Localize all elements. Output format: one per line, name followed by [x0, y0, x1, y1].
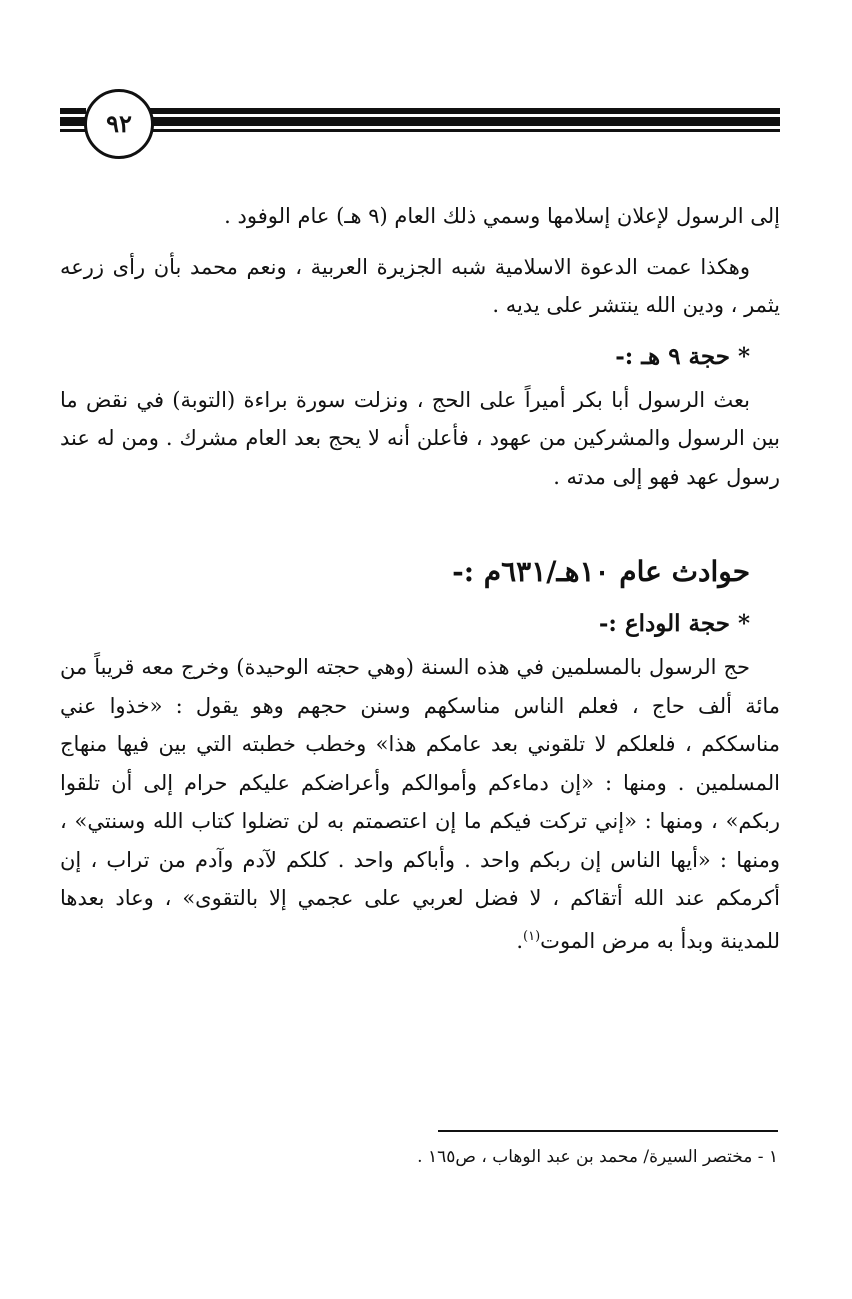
header-rule: [148, 117, 780, 126]
paragraph: [60, 648, 780, 960]
paragraph: إلى الرسول لإعلان إسلامها وسمي ذلك العام (٩ هـ) عام الوفود .: [224, 204, 780, 228]
footnote-divider: [438, 1130, 778, 1132]
page-body: [60, 197, 780, 960]
section-heading: حوادث عام ١٠هـ/٦٣١م :-: [452, 555, 750, 588]
header-rule: [148, 108, 780, 114]
header-rule: [60, 117, 86, 126]
subheading: * حجة الوداع :-: [598, 610, 750, 637]
header-rule: [60, 108, 86, 114]
footnote-reference: (١): [523, 928, 541, 944]
paragraph: وهكذا عمت الدعوة الاسلامية شبه الجزيرة العربية ، ونعم محمد بأن رأى زرعه يثمر ، ودين الله ينتشر على يديه .: [60, 254, 780, 317]
footnote: ١ - مختصر السيرة/ محمد بن عبد الوهاب ، ص١٦٥ .: [417, 1147, 778, 1167]
page-header: [0, 0, 852, 200]
header-rule: [148, 129, 780, 132]
page-number: ٩٢: [84, 89, 154, 159]
paragraph: بعث الرسول أبا بكر أميراً على الحج ، ونزلت سورة براءة (التوبة) في نقض ما بين الرسول والمشركين من عهود ، فأعلن أنه لا يحج بعد العام مشرك . ومن له عند رسول عهد فهو إلى مدته .: [60, 387, 780, 489]
header-rule: [60, 129, 86, 132]
subheading: * حجة ٩ هـ :-: [615, 342, 750, 370]
paragraph-text: حج الرسول بالمسلمين في هذه السنة (وهي حجته الوحيدة) وخرج معه قريباً من مائة ألف حاج ، فعلم الناس مناسكهم وسنن حجهم وهو يقول : «خذوا عني مناسككم ، فلعلكم لا تلقوني بعد عامكم هذا» وخطب خطبته التي بين فيها منهاج المسلمين . ومنها : «إن دماءكم وأموالكم وأعراضكم عليكم حرام إلى أن تلقوا ربكم» ، ومنها : «إني تركت فيكم ما إن اعتصمتم به لن تضلوا كتاب الله وسنتي» ، ومنها : «أيها الناس إن ربكم واحد . وأباكم واحد . كلكم لآدم وآدم من تراب ، إن أكرمكم عند الله أتقاكم ، لا فضل لعربي على عجمي إلا بالتقوى» ، وعاد بعدها للمدينة وبدأ به مرض الموت: [60, 655, 780, 953]
paragraph-end: .: [516, 928, 524, 953]
